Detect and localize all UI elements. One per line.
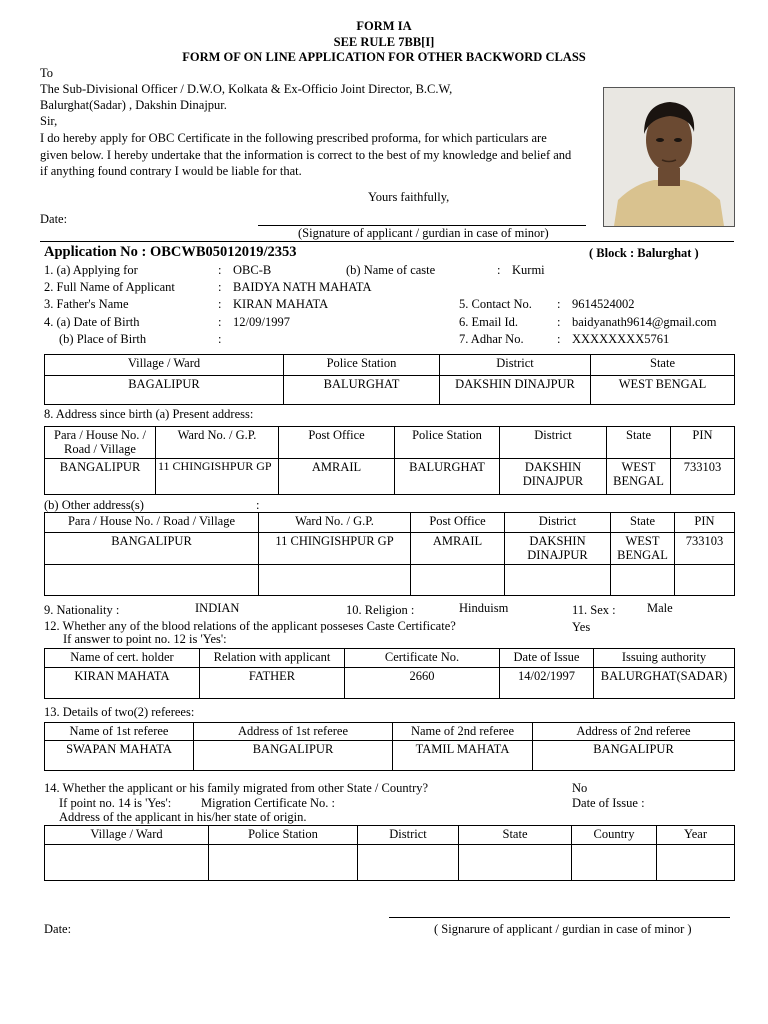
letter-body-2: given below. I hereby undertake that the information is correct to the best of my knowledge and belief and xyxy=(40,148,572,162)
migration-cert-label: Migration Certificate No. : xyxy=(201,796,335,810)
header-police-station: Police Station xyxy=(395,427,500,459)
referee-1-address: BANGALIPUR xyxy=(194,741,393,771)
present-state: WEST BENGAL xyxy=(607,459,671,495)
footer-signature-caption: ( Signarure of applicant / gurdian in case of minor ) xyxy=(434,922,692,936)
caste-cert-if-yes: If answer to point no. 12 is 'Yes': xyxy=(63,632,227,646)
empty-cell xyxy=(45,845,209,881)
present-para: BANGALIPUR xyxy=(45,459,156,495)
religion-label: 10. Religion : xyxy=(346,603,415,617)
letter-addressee-2: Balurghat(Sadar) , Dakshin Dinajpur. xyxy=(40,98,227,112)
header-ward-gp: Ward No. / G.P. xyxy=(259,513,411,533)
adhar-label: 7. Adhar No. xyxy=(459,332,524,346)
migration-if-yes: If point no. 14 is 'Yes': xyxy=(59,796,172,810)
migration-question: 14. Whether the applicant or his family migrated from other State / Country? xyxy=(44,781,429,795)
cert-number: 2660 xyxy=(345,668,500,699)
header-district: District xyxy=(358,826,459,845)
colon: : xyxy=(497,263,501,277)
caste-cert-table xyxy=(44,648,735,699)
origin-address-table xyxy=(44,825,735,881)
header-district: District xyxy=(505,513,611,533)
form-subtitle: FORM OF ON LINE APPLICATION FOR OTHER BACKWORD CLASS xyxy=(182,50,586,64)
other-address-label: (b) Other address(s) xyxy=(44,498,144,512)
colon: : xyxy=(557,315,561,329)
migration-answer: No xyxy=(572,781,588,795)
father-value: KIRAN MAHATA xyxy=(233,297,329,311)
header-country: Country xyxy=(572,826,657,845)
header-post-office: Post Office xyxy=(279,427,395,459)
header-name-2nd-referee: Name of 2nd referee xyxy=(393,723,533,741)
sex-value: Male xyxy=(647,601,673,615)
empty-cell xyxy=(45,565,259,596)
cert-holder-name: KIRAN MAHATA xyxy=(45,668,200,699)
empty-cell xyxy=(657,845,735,881)
other-address-table xyxy=(44,512,735,596)
caste-label: (b) Name of caste xyxy=(346,263,436,277)
header-issuing-authority: Issuing authority xyxy=(594,649,735,668)
father-label: 3. Father's Name xyxy=(44,297,129,311)
colon: : xyxy=(557,297,561,311)
colon: : xyxy=(218,297,222,311)
header-village-ward: Village / Ward xyxy=(45,826,209,845)
header-name-1st-referee: Name of 1st referee xyxy=(45,723,194,741)
application-number: Application No : OBCWB05012019/2353 xyxy=(44,244,297,260)
present-ward: 11 CHINGISHPUR GP xyxy=(156,459,279,495)
origin-address-label: Address of the applicant in his/her state of origin. xyxy=(59,810,307,824)
empty-cell xyxy=(459,845,572,881)
referee-1-name: SWAPAN MAHATA xyxy=(45,741,194,771)
pob-label: (b) Place of Birth xyxy=(59,332,147,346)
birth-district: DAKSHIN DINAJPUR xyxy=(440,376,591,405)
dob-value: 12/09/1997 xyxy=(233,315,290,329)
header-pin: PIN xyxy=(675,513,735,533)
applicant-photo xyxy=(603,87,735,227)
header-police-station: Police Station xyxy=(209,826,358,845)
empty-cell xyxy=(611,565,675,596)
cert-issuing-authority: BALURGHAT(SADAR) xyxy=(594,668,735,699)
dob-label: 4. (a) Date of Birth xyxy=(44,315,140,329)
birth-state: WEST BENGAL xyxy=(591,376,735,405)
other-para: BANGALIPUR xyxy=(45,533,259,565)
present-address-table xyxy=(44,426,735,495)
other-state: WEST BENGAL xyxy=(611,533,675,565)
header-state: State xyxy=(459,826,572,845)
header-para-house: Para / House No. / Road / Village xyxy=(45,427,156,459)
full-name-label: 2. Full Name of Applicant xyxy=(44,280,175,294)
header-certificate-no: Certificate No. xyxy=(345,649,500,668)
header-state: State xyxy=(607,427,671,459)
empty-cell xyxy=(675,565,735,596)
cert-date-issue: 14/02/1997 xyxy=(500,668,594,699)
present-pin: 733103 xyxy=(671,459,735,495)
other-district: DAKSHIN DINAJPUR xyxy=(505,533,611,565)
colon: : xyxy=(218,280,222,294)
empty-cell xyxy=(209,845,358,881)
empty-cell xyxy=(358,845,459,881)
empty-cell xyxy=(259,565,411,596)
caste-cert-answer: Yes xyxy=(572,620,591,634)
header-cert-holder: Name of cert. holder xyxy=(45,649,200,668)
form-title: FORM IA xyxy=(356,19,412,33)
letter-body-3: if anything found contrary I would be liable for that. xyxy=(40,164,302,178)
header-police-station: Police Station xyxy=(284,355,440,376)
application-block: ( Block : Balurghat ) xyxy=(589,246,699,260)
email-value: baidyanath9614@gmail.com xyxy=(572,315,717,329)
nationality-label: 9. Nationality : xyxy=(44,603,120,617)
other-pin: 733103 xyxy=(675,533,735,565)
present-address-label: 8. Address since birth (a) Present address: xyxy=(44,407,254,421)
present-police-station: BALURGHAT xyxy=(395,459,500,495)
header-relation: Relation with applicant xyxy=(200,649,345,668)
birth-place-table xyxy=(44,354,735,405)
header-year: Year xyxy=(657,826,735,845)
email-label: 6. Email Id. xyxy=(459,315,519,329)
header-para-house: Para / House No. / Road / Village xyxy=(45,513,259,533)
header-pin: PIN xyxy=(671,427,735,459)
application-rule xyxy=(40,241,734,242)
colon: : xyxy=(256,498,260,512)
applying-for-label: 1. (a) Applying for xyxy=(44,263,138,277)
referee-2-address: BANGALIPUR xyxy=(533,741,735,771)
nationality-value: INDIAN xyxy=(195,601,240,615)
header-post-office: Post Office xyxy=(411,513,505,533)
other-ward: 11 CHINGISHPUR GP xyxy=(259,533,411,565)
header-state: State xyxy=(611,513,675,533)
header-ward-gp: Ward No. / G.P. xyxy=(156,427,279,459)
contact-value: 9614524002 xyxy=(572,297,635,311)
contact-label: 5. Contact No. xyxy=(459,297,532,311)
header-address-1st-referee: Address of 1st referee xyxy=(194,723,393,741)
present-post-office: AMRAIL xyxy=(279,459,395,495)
header-state: State xyxy=(591,355,735,376)
header-date-issue: Date of Issue xyxy=(500,649,594,668)
sex-label: 11. Sex : xyxy=(572,603,616,617)
header-village-ward: Village / Ward xyxy=(45,355,284,376)
header-address-2nd-referee: Address of 2nd referee xyxy=(533,723,735,741)
colon: : xyxy=(218,263,222,277)
header-district: District xyxy=(500,427,607,459)
colon: : xyxy=(218,332,222,346)
empty-cell xyxy=(411,565,505,596)
other-post-office: AMRAIL xyxy=(411,533,505,565)
form-rule: SEE RULE 7BB[I] xyxy=(333,35,435,49)
migration-date-issue-label: Date of Issue : xyxy=(572,796,645,810)
birth-police-station: BALURGHAT xyxy=(284,376,440,405)
header-district: District xyxy=(440,355,591,376)
letter-closing: Yours faithfully, xyxy=(368,190,450,204)
caste-cert-question: 12. Whether any of the blood relations of the applicant posseses Caste Certificate? xyxy=(44,619,456,633)
letter-body-1: I do hereby apply for OBC Certificate in the following prescribed proforma, for which particulars are xyxy=(40,131,547,145)
religion-value: Hinduism xyxy=(459,601,509,615)
footer-date-label: Date: xyxy=(44,922,72,936)
applying-for-value: OBC-B xyxy=(233,263,272,277)
colon: : xyxy=(557,332,561,346)
referee-2-name: TAMIL MAHATA xyxy=(393,741,533,771)
signature-caption: (Signature of applicant / gurdian in case of minor) xyxy=(298,226,549,240)
referees-table xyxy=(44,722,735,771)
letter-salutation: Sir, xyxy=(40,114,58,128)
empty-cell xyxy=(572,845,657,881)
caste-value: Kurmi xyxy=(512,263,545,277)
full-name-value: BAIDYA NATH MAHATA xyxy=(233,280,372,294)
colon: : xyxy=(218,315,222,329)
empty-cell xyxy=(505,565,611,596)
present-district: DAKSHIN DINAJPUR xyxy=(500,459,607,495)
letter-date-label: Date: xyxy=(40,212,68,226)
birth-village: BAGALIPUR xyxy=(45,376,284,405)
cert-relation: FATHER xyxy=(200,668,345,699)
adhar-value: XXXXXXXX5761 xyxy=(572,332,670,346)
footer-signature-line xyxy=(389,917,730,918)
referees-label: 13. Details of two(2) referees: xyxy=(44,705,195,719)
letter-to: To xyxy=(40,66,54,80)
letter-addressee-1: The Sub-Divisional Officer / D.W.O, Kolkata & Ex-Officio Joint Director, B.C.W, xyxy=(40,82,453,96)
